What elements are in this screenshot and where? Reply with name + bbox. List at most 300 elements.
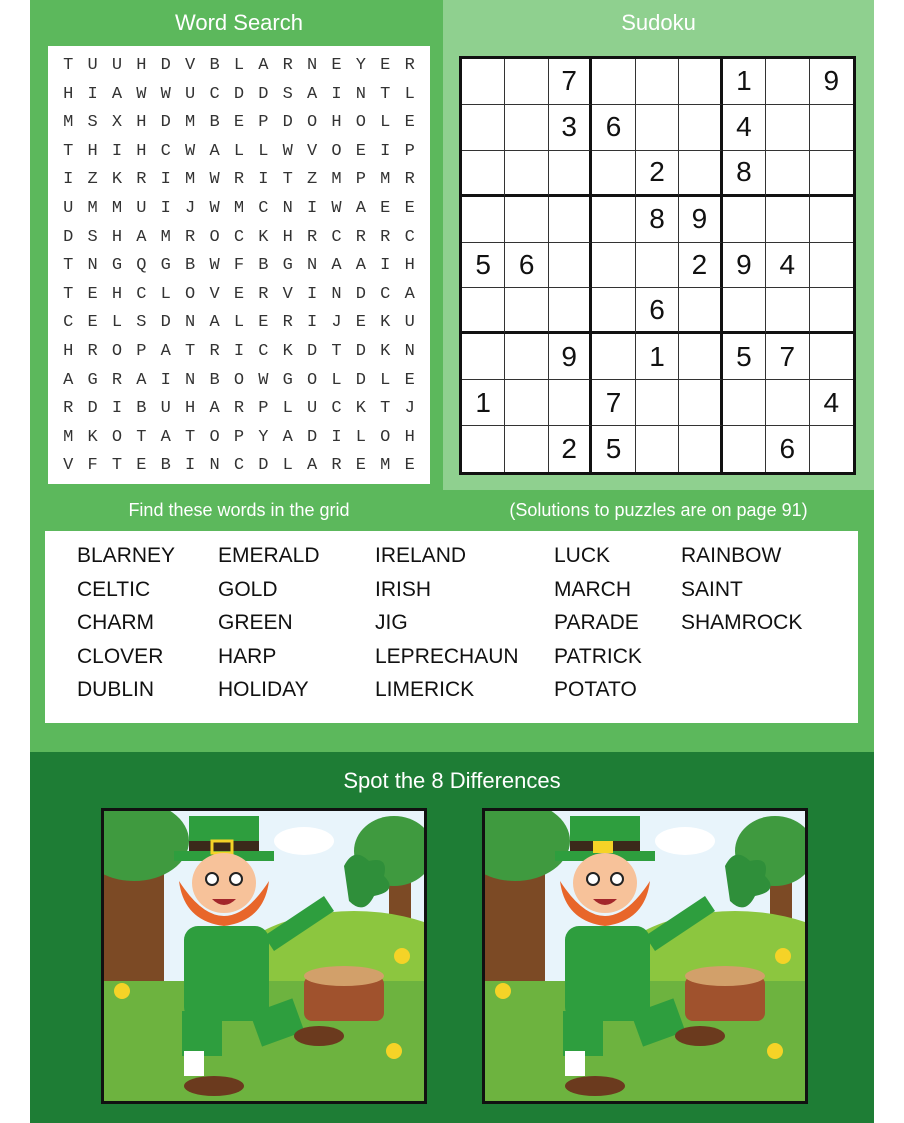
letter-cell: H [136, 141, 147, 161]
letter-cell: R [63, 399, 74, 419]
sudoku-cell[interactable] [679, 380, 722, 426]
letter-cell: N [404, 341, 415, 361]
letter-cell: A [355, 256, 366, 276]
letter-cell: O [111, 427, 123, 447]
letter-cell: O [185, 284, 196, 304]
sudoku-cell[interactable] [592, 288, 635, 334]
letter-cell: A [282, 427, 293, 447]
sudoku-cell[interactable]: 6 [505, 243, 548, 289]
sudoku-cell[interactable]: 2 [636, 151, 679, 197]
letter-cell: P [355, 170, 366, 190]
sudoku-cell[interactable] [462, 334, 505, 380]
letter-cell: I [160, 370, 171, 390]
word-list-panel [45, 531, 858, 723]
letter-cell: D [355, 341, 366, 361]
sudoku-cell[interactable] [636, 426, 679, 472]
sudoku-cell[interactable] [592, 334, 635, 380]
sudoku-cell[interactable] [505, 288, 548, 334]
word-list-caption: Find these words in the grid [128, 500, 350, 520]
sudoku-cell[interactable] [462, 288, 505, 334]
word-column [77, 539, 175, 707]
sudoku-cell[interactable]: 6 [592, 105, 635, 151]
letter-cell: R [307, 227, 318, 247]
word-search-panel [48, 46, 430, 484]
letter-cell: A [160, 341, 171, 361]
sudoku-cell[interactable]: 1 [636, 334, 679, 380]
letter-cell: D [63, 227, 74, 247]
letter-cell: X [111, 113, 123, 133]
sudoku-cell[interactable] [679, 105, 722, 151]
letter-cell: D [160, 56, 171, 75]
sudoku-cell[interactable] [636, 105, 679, 151]
letter-cell: C [63, 313, 74, 333]
sudoku-cell[interactable] [592, 151, 635, 197]
letter-cell: E [87, 313, 98, 333]
letter-cell: I [331, 427, 342, 447]
letter-cell: C [380, 284, 391, 304]
letter-cell: U [136, 198, 147, 218]
word-item: BLARNEY [77, 544, 176, 567]
sudoku-cell[interactable]: 1 [723, 59, 766, 105]
letter-cell: P [404, 141, 415, 161]
letter-cell: I [307, 198, 318, 218]
letter-cell: O [355, 113, 366, 133]
letter-cell: E [404, 456, 415, 476]
letter-cell: Q [136, 256, 147, 276]
letter-cell: I [380, 141, 391, 161]
letter-cell: H [63, 341, 74, 361]
letter-cell: G [87, 370, 98, 390]
letter-cell: J [331, 313, 342, 333]
letter-cell: T [136, 427, 147, 447]
sudoku-cell[interactable] [810, 334, 853, 380]
letter-cell: H [185, 399, 196, 419]
sudoku-cell[interactable] [549, 243, 592, 289]
sudoku-cell[interactable] [505, 151, 548, 197]
sudoku-cell[interactable]: 7 [549, 59, 592, 105]
sudoku-cell[interactable] [679, 151, 722, 197]
word-item: CHARM [77, 611, 154, 635]
word-item: SHAMROCK [681, 611, 803, 635]
letter-cell: H [136, 56, 147, 75]
letter-cell: H [136, 113, 147, 133]
letter-cell: C [233, 456, 245, 476]
sudoku-cell[interactable] [810, 426, 853, 472]
letter-cell: D [160, 113, 171, 133]
letter-cell: B [185, 256, 196, 276]
sudoku-cell[interactable]: 2 [549, 426, 592, 472]
letter-cell: C [331, 227, 342, 247]
letter-cell: U [63, 198, 74, 218]
sudoku-cell[interactable] [723, 426, 766, 472]
word-item: PARADE [554, 611, 639, 635]
letter-cell: T [185, 341, 196, 361]
letter-cell: R [331, 456, 342, 476]
sudoku-cell[interactable]: 6 [636, 288, 679, 334]
letter-cell: W [185, 141, 196, 161]
letter-cell: R [404, 170, 415, 190]
sudoku-cell[interactable] [549, 380, 592, 426]
sudoku-cell[interactable] [505, 380, 548, 426]
sudoku-cell[interactable]: 9 [810, 59, 853, 105]
letter-cell: G [282, 256, 293, 276]
letter-cell: I [160, 198, 171, 218]
letter-cell: M [111, 198, 123, 218]
letter-cell: B [160, 456, 171, 476]
letter-cell: H [87, 141, 98, 161]
sudoku-cell[interactable] [636, 59, 679, 105]
letter-cell: N [355, 84, 366, 104]
letter-cell: A [136, 227, 147, 247]
letter-cell: R [380, 227, 391, 247]
letter-cell: V [63, 456, 74, 476]
letter-cell: L [404, 84, 415, 104]
sudoku-cell[interactable] [766, 380, 809, 426]
sudoku-cell[interactable] [636, 243, 679, 289]
sudoku-cell[interactable]: 5 [592, 426, 635, 472]
sudoku-cell[interactable] [592, 243, 635, 289]
sudoku-cell[interactable] [679, 334, 722, 380]
letter-cell: L [282, 456, 293, 476]
sudoku-grid [459, 56, 856, 475]
sudoku-cell[interactable]: 7 [766, 334, 809, 380]
letter-cell: D [307, 341, 318, 361]
letter-cell: E [258, 313, 269, 333]
letter-cell: L [258, 141, 269, 161]
sudoku-cell[interactable] [810, 197, 853, 243]
letter-cell: V [307, 141, 318, 161]
letter-cell: T [63, 141, 74, 161]
letter-cell: M [380, 456, 391, 476]
letter-cell: M [160, 227, 171, 247]
sudoku-cell[interactable]: 6 [766, 426, 809, 472]
letter-cell: A [111, 84, 123, 104]
letter-cell: I [160, 170, 171, 190]
letter-cell: S [282, 84, 293, 104]
letter-cell: T [111, 456, 123, 476]
word-item: LUCK [554, 544, 611, 567]
sudoku-cell[interactable] [549, 288, 592, 334]
letter-cell: A [209, 313, 220, 333]
letter-cell: L [233, 141, 245, 161]
letter-cell: R [355, 227, 366, 247]
letter-cell: F [233, 256, 245, 276]
letter-cell: M [233, 198, 245, 218]
letter-cell: W [209, 170, 220, 190]
letter-cell: I [307, 313, 318, 333]
sudoku-cell[interactable]: 3 [549, 105, 592, 151]
sudoku-cell[interactable] [810, 105, 853, 151]
sudoku-cell[interactable] [679, 59, 722, 105]
word-item: POTATO [554, 678, 637, 702]
letter-cell: I [185, 456, 196, 476]
letter-cell: B [209, 56, 220, 75]
letter-cell: R [209, 341, 220, 361]
letter-cell: L [331, 370, 342, 390]
letter-cell: N [307, 256, 318, 276]
sudoku-cell[interactable]: 9 [679, 197, 722, 243]
letter-cell: D [160, 313, 171, 333]
letter-cell: B [209, 370, 220, 390]
letter-cell: T [63, 256, 74, 276]
letter-cell: M [185, 170, 196, 190]
letter-cell: E [404, 370, 415, 390]
letter-cell: L [380, 113, 391, 133]
word-item: PATRICK [554, 644, 642, 668]
letter-cell: C [136, 284, 147, 304]
letter-cell: W [282, 141, 293, 161]
letter-cell: L [282, 399, 293, 419]
sudoku-cell[interactable] [462, 197, 505, 243]
sudoku-cell[interactable]: 2 [679, 243, 722, 289]
sudoku-cell[interactable]: 4 [723, 105, 766, 151]
word-column [681, 539, 802, 640]
solutions-note: (Solutions to puzzles are on page 91) [509, 500, 808, 520]
letter-cell: D [282, 113, 293, 133]
letter-cell: R [233, 399, 245, 419]
letter-cell: S [87, 227, 98, 247]
letter-cell: C [404, 227, 415, 247]
word-column [375, 539, 519, 707]
letter-cell: P [233, 427, 245, 447]
letter-cell: W [331, 198, 342, 218]
word-item: RAINBOW [681, 544, 782, 567]
letter-cell: D [355, 284, 366, 304]
sudoku-cell[interactable] [766, 59, 809, 105]
letter-cell: O [111, 341, 123, 361]
letter-cell: A [258, 56, 269, 75]
word-item: MARCH [554, 577, 631, 601]
letter-cell: U [404, 313, 415, 333]
letter-cell: A [404, 284, 415, 304]
sudoku-cell[interactable] [505, 59, 548, 105]
sudoku-cell[interactable] [766, 288, 809, 334]
letter-cell: C [258, 198, 269, 218]
leprechaun-picture-right[interactable] [482, 808, 808, 1104]
letter-cell: K [111, 170, 123, 190]
sudoku-title: Sudoku [621, 10, 696, 35]
letter-cell: N [282, 198, 293, 218]
letter-cell: K [282, 341, 293, 361]
sudoku-cell[interactable]: 8 [723, 151, 766, 197]
sudoku-cell[interactable] [462, 59, 505, 105]
sudoku-cell[interactable] [766, 197, 809, 243]
letter-cell: I [258, 170, 269, 190]
sudoku-cell[interactable] [592, 59, 635, 105]
word-search-title: Word Search [175, 10, 303, 35]
letter-cell: W [160, 84, 171, 104]
sudoku-cell[interactable]: 5 [723, 334, 766, 380]
letter-cell: T [380, 84, 391, 104]
letter-cell: W [209, 256, 220, 276]
letter-cell: N [87, 256, 98, 276]
letter-cell: E [380, 198, 391, 218]
word-item: CLOVER [77, 644, 164, 668]
sudoku-cell[interactable] [723, 380, 766, 426]
letter-cell: V [282, 284, 293, 304]
sudoku-cell[interactable]: 7 [592, 380, 635, 426]
letter-cell: E [233, 113, 245, 133]
letter-cell: F [87, 456, 98, 476]
word-column [554, 539, 642, 707]
letter-cell: T [331, 341, 342, 361]
sudoku-cell[interactable] [679, 426, 722, 472]
letter-cell: A [355, 198, 366, 218]
sudoku-cell[interactable]: 8 [636, 197, 679, 243]
letter-cell: R [185, 227, 196, 247]
letter-cell: P [258, 113, 269, 133]
letter-cell: C [258, 341, 269, 361]
letter-cell: W [258, 370, 269, 390]
letter-cell: U [87, 56, 98, 75]
word-item: GOLD [218, 577, 278, 601]
leprechaun-picture-left[interactable] [101, 808, 427, 1104]
sudoku-cell[interactable] [592, 197, 635, 243]
letter-cell: Z [87, 170, 98, 190]
letter-cell: I [380, 256, 391, 276]
letter-cell: C [209, 84, 220, 104]
letter-cell: E [355, 456, 366, 476]
letter-cell: D [258, 84, 269, 104]
letter-cell: V [209, 284, 220, 304]
letter-cell: U [160, 399, 171, 419]
sudoku-cell[interactable] [810, 151, 853, 197]
letter-cell: O [209, 427, 220, 447]
letter-cell: L [111, 313, 123, 333]
letter-cell: T [63, 56, 74, 75]
letter-cell: U [307, 399, 318, 419]
letter-cell: D [258, 456, 269, 476]
sudoku-cell[interactable] [766, 151, 809, 197]
letter-cell: J [404, 399, 415, 419]
letter-cell: K [380, 341, 391, 361]
letter-cell: K [258, 227, 269, 247]
letter-cell: E [404, 113, 415, 133]
letter-cell: I [331, 84, 342, 104]
sudoku-cell[interactable] [462, 426, 505, 472]
letter-cell: M [380, 170, 391, 190]
letter-cell: R [136, 170, 147, 190]
sudoku-cell[interactable]: 1 [462, 380, 505, 426]
sudoku-cell[interactable]: 5 [462, 243, 505, 289]
sudoku-cell[interactable] [462, 105, 505, 151]
sudoku-cell[interactable] [505, 197, 548, 243]
letter-cell: N [209, 456, 220, 476]
letter-cell: H [111, 227, 123, 247]
sudoku-cell[interactable] [766, 105, 809, 151]
letter-cell: S [87, 113, 98, 133]
letter-cell: K [380, 313, 391, 333]
letter-cell: S [136, 313, 147, 333]
letter-cell: A [136, 370, 147, 390]
letter-cell: P [258, 399, 269, 419]
letter-cell: O [233, 370, 245, 390]
letter-cell: E [87, 284, 98, 304]
word-item: JIG [375, 611, 408, 635]
letter-cell: C [331, 399, 342, 419]
letter-cell: T [282, 170, 293, 190]
leprechaun-illustration [104, 811, 424, 1101]
sudoku-cell[interactable] [549, 151, 592, 197]
letter-cell: Y [258, 427, 269, 447]
sudoku-cell[interactable] [810, 243, 853, 289]
letter-cell: D [87, 399, 98, 419]
letter-cell: D [307, 427, 318, 447]
word-column [218, 539, 320, 707]
sudoku-cell[interactable] [679, 288, 722, 334]
sudoku-cell[interactable] [505, 334, 548, 380]
letter-cell: B [258, 256, 269, 276]
letter-cell: E [404, 198, 415, 218]
letter-cell: I [63, 170, 74, 190]
letter-cell: K [355, 399, 366, 419]
letter-cell: E [355, 313, 366, 333]
sudoku-cell[interactable] [505, 105, 548, 151]
letter-cell: M [63, 427, 74, 447]
letter-cell: N [331, 284, 342, 304]
letter-cell: I [87, 84, 98, 104]
sudoku-cell[interactable] [636, 380, 679, 426]
letter-cell: N [307, 56, 318, 75]
letter-cell: L [160, 284, 171, 304]
letter-cell: A [160, 427, 171, 447]
sudoku-cell[interactable] [505, 426, 548, 472]
letter-cell: B [136, 399, 147, 419]
sudoku-cell[interactable]: 9 [549, 334, 592, 380]
letter-cell: I [111, 399, 123, 419]
letter-cell: L [380, 370, 391, 390]
letter-cell: R [282, 56, 293, 75]
sudoku-cell[interactable]: 4 [810, 380, 853, 426]
word-item: SAINT [681, 577, 743, 601]
letter-cell: G [282, 370, 293, 390]
sudoku-cell[interactable]: 4 [766, 243, 809, 289]
letter-cell: A [63, 370, 74, 390]
letter-cell: E [380, 56, 391, 75]
letter-cell: A [209, 399, 220, 419]
letter-cell: M [87, 198, 98, 218]
letter-cell: H [111, 284, 123, 304]
sudoku-cell[interactable] [462, 151, 505, 197]
leprechaun-illustration [485, 811, 805, 1101]
letter-cell: I [233, 341, 245, 361]
letter-cell: L [233, 56, 245, 75]
letter-cell: H [404, 256, 415, 276]
letter-cell: E [136, 456, 147, 476]
word-item: IRELAND [375, 544, 467, 567]
letter-cell: V [185, 56, 196, 75]
word-item: EMERALD [218, 544, 320, 567]
letter-cell: G [111, 256, 123, 276]
letter-cell: H [282, 227, 293, 247]
letter-cell: R [282, 313, 293, 333]
letter-cell: T [185, 427, 196, 447]
sudoku-cell[interactable] [549, 197, 592, 243]
letter-cell: W [209, 198, 220, 218]
sudoku-cell[interactable]: 9 [723, 243, 766, 289]
letter-cell: Y [355, 56, 366, 75]
letter-cell: N [185, 313, 196, 333]
letter-cell: M [185, 113, 196, 133]
letter-cell: O [209, 227, 220, 247]
sudoku-cell[interactable] [723, 197, 766, 243]
letter-cell: A [209, 141, 220, 161]
sudoku-cell[interactable] [810, 288, 853, 334]
sudoku-cell[interactable] [723, 288, 766, 334]
letter-cell: R [233, 170, 245, 190]
word-item: DUBLIN [77, 678, 155, 702]
letter-cell: O [331, 141, 342, 161]
